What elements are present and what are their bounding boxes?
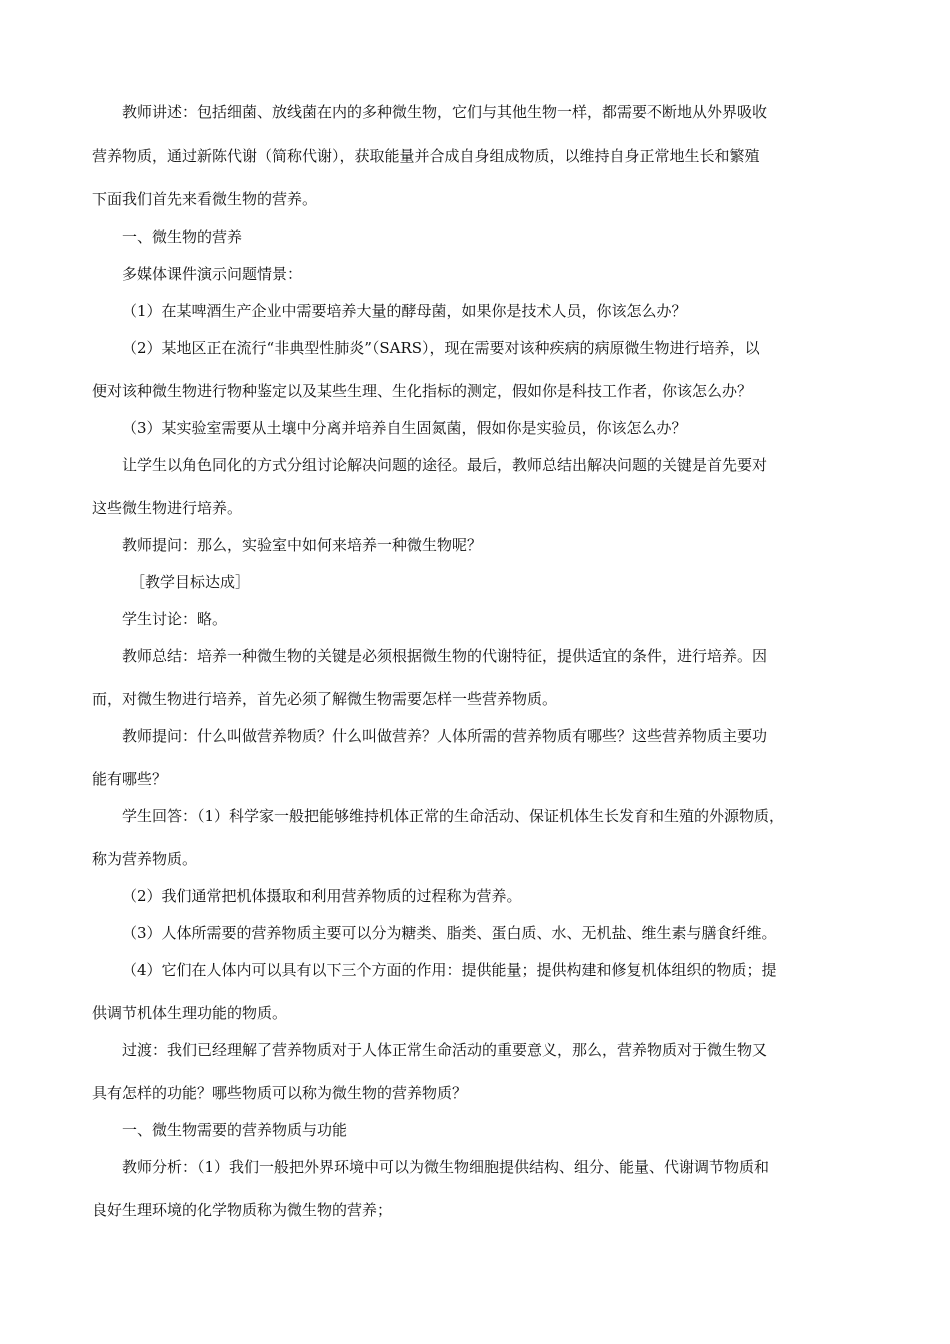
section-heading: 一、微生物的营养 [122,228,243,246]
paragraph-line: 能有哪些？ [92,770,168,788]
paragraph-line: 而，对微生物进行培养，首先必须了解微生物需要怎样一些营养物质。 [92,690,558,708]
paragraph-line: 具有怎样的功能？哪些物质可以称为微生物的营养物质？ [92,1084,468,1102]
section-heading: ［教学目标达成］ [130,573,251,591]
paragraph-line: 便对该种微生物进行物种鉴定以及某些生理、生化指标的测定，假如你是科技工作者，你该怎么办？ [92,382,753,400]
paragraph-line: 教师提问：什么叫做营养物质？什么叫做营养？人体所需的营养物质有哪些？这些营养物质主要功 [122,727,768,745]
list-item: （3）某实验室需要从土壤中分离并培养自生固氮菌，假如你是实验员，你该怎么办？ [122,419,687,437]
list-item: （1）在某啤酒生产企业中需要培养大量的酵母菌，如果你是技术人员，你该怎么办？ [122,302,687,320]
paragraph-line: 教师提问：那么，实验室中如何来培养一种微生物呢？ [122,536,483,554]
paragraph-line: 教师总结：培养一种微生物的关键是必须根据微生物的代谢特征，提供适宜的条件，进行培养。因 [122,647,768,665]
paragraph-line: 学生讨论：略。 [122,610,228,628]
paragraph-line: 称为营养物质。 [92,850,198,868]
list-item: （3）人体所需要的营养物质主要可以分为糖类、脂类、蛋白质、水、无机盐、维生素与膳食纤维。 [122,924,777,942]
paragraph-line: 教师分析：（1）我们一般把外界环境中可以为微生物细胞提供结构、组分、能量、代谢调节物质和 [122,1158,770,1176]
paragraph-line: 供调节机体生理功能的物质。 [92,1004,288,1022]
paragraph-line: 多媒体课件演示问题情景： [122,265,303,283]
paragraph-line: 良好生理环境的化学物质称为微生物的营养； [92,1201,393,1219]
paragraph-line: 让学生以角色同化的方式分组讨论解决问题的途径。最后，教师总结出解决问题的关键是首先要对 [122,456,768,474]
list-item: （4）它们在人体内可以具有以下三个方面的作用：提供能量；提供构建和修复机体组织的物质；提 [122,961,777,979]
paragraph-line: 这些微生物进行培养。 [92,499,243,517]
list-item: （2）某地区正在流行“非典型性肺炎”（SARS），现在需要对该种疾病的病原微生物进行培养，以 [122,339,760,357]
paragraph-line: 学生回答：（1）科学家一般把能够维持机体正常的生命活动、保证机体生长发育和生殖的外源物质， [122,807,785,825]
paragraph-line: 过渡：我们已经理解了营养物质对于人体正常生命活动的重要意义，那么，营养物质对于微生物又 [122,1041,768,1059]
paragraph-line: 教师讲述：包括细菌、放线菌在内的多种微生物，它们与其他生物一样，都需要不断地从外界吸收 [122,103,768,121]
list-item: （2）我们通常把机体摄取和利用营养物质的过程称为营养。 [122,887,522,905]
paragraph-line: 营养物质，通过新陈代谢（简称代谢），获取能量并合成自身组成物质，以维持自身正常地生长和繁殖 [92,147,760,165]
paragraph-line: 下面我们首先来看微生物的营养。 [92,190,318,208]
section-heading: 一、微生物需要的营养物质与功能 [122,1121,348,1139]
